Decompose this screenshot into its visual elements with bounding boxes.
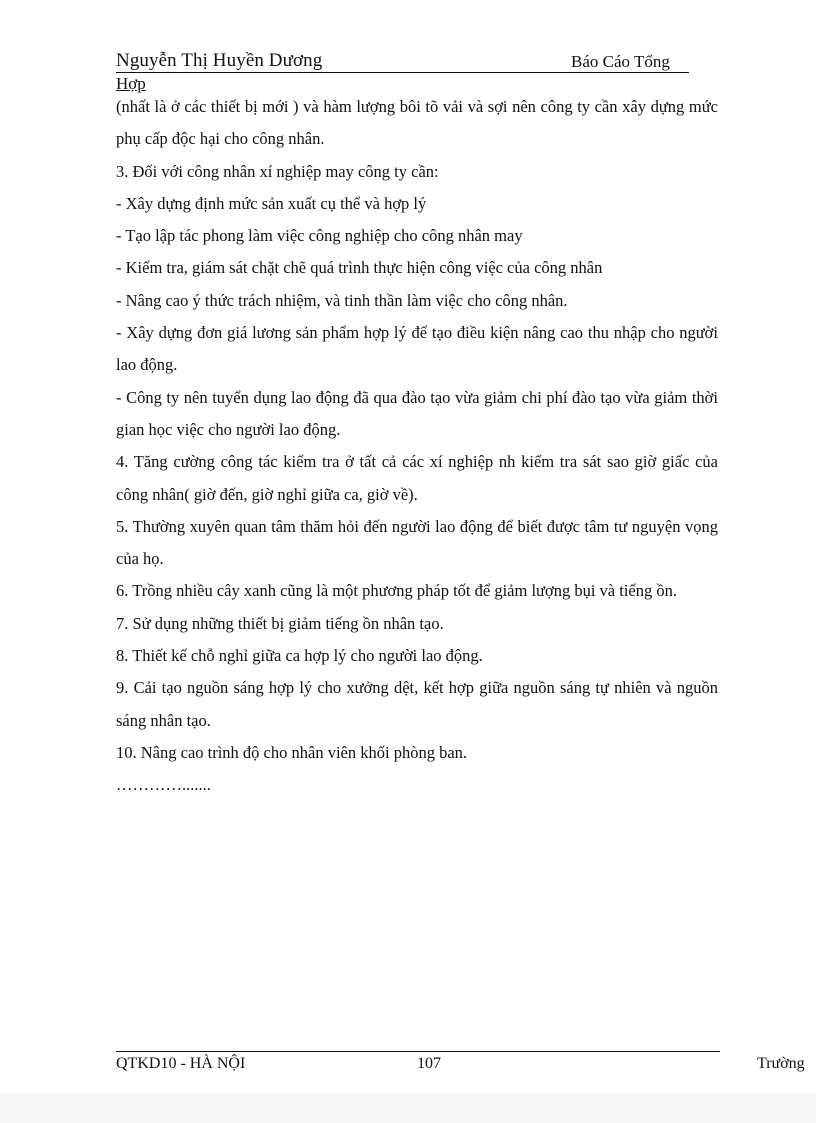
header-rule	[116, 72, 689, 73]
document-body	[116, 91, 718, 802]
list-item: - Xây dựng đơn giá lương sản phẩm hợp lý để tạo điều kiện nâng cao thu nhập cho người lao động.	[116, 323, 718, 375]
header-title: Báo Cáo Tổng	[571, 52, 670, 71]
list-item: - Công ty nên tuyển dụng lao động đã qua đào tạo vừa giảm chi phí đào tạo vừa giảm thời gian học việc cho người lao động.	[116, 387, 718, 439]
list-item: - Xây dựng định mức sản xuất cụ thể và hợp lý	[116, 193, 427, 213]
paragraph: 3. Đối với công nhân xí nghiệp may công ty cần:	[116, 161, 439, 181]
paragraph: 8. Thiết kế chỗ nghỉ giữa ca hợp lý cho người lao động.	[116, 646, 483, 666]
paragraph: 9. Cải tạo nguồn sáng hợp lý cho xưởng dệt, kết hợp giữa nguồn sáng tự nhiên và nguồn sáng nhân tạo.	[116, 678, 718, 730]
paragraph: (nhất là ở các thiết bị mới ) và hàm lượng bôi tõ vải và sợi nên công ty cần xây dựng mức phụ cấp độc hại cho công nhân.	[116, 97, 718, 149]
paragraph: 5. Thường xuyên quan tâm thăm hỏi đến người lao động để biết được tâm tư nguyện vọng của họ.	[116, 516, 718, 569]
list-item: - Kiểm tra, giám sát chặt chẽ quá trình thực hiện công việc của công nhân	[116, 258, 603, 278]
paragraph: 7. Sử dụng những thiết bị giảm tiếng ồn nhân tạo.	[116, 613, 444, 633]
footer-right-text: Trường	[757, 1055, 805, 1072]
page-bottom-margin	[0, 1093, 816, 1123]
header-title-continuation: Hợp	[116, 74, 146, 93]
ellipsis-line: ………….......	[116, 775, 211, 795]
footer-left-text: QTKD10 - HÀ NỘI	[116, 1055, 246, 1072]
header-author: Nguyễn Thị Huyền Dương	[116, 50, 323, 71]
page-number: 107	[417, 1055, 441, 1072]
paragraph: 6. Trồng nhiều cây xanh cũng là một phương pháp tốt để giảm lượng bụi và tiếng ồn.	[116, 581, 677, 601]
list-item: - Tạo lập tác phong làm việc công nghiệp cho công nhân may	[116, 226, 523, 246]
footer-rule	[116, 1051, 720, 1052]
paragraph: 4. Tăng cường công tác kiểm tra ở tất cả các xí nghiệp nh kiểm tra sát sao giờ giấc của công nhân( giờ đến, giờ nghỉ giữa ca, giờ về).	[116, 452, 718, 504]
list-item: - Nâng cao ý thức trách nhiệm, và tinh thần làm việc cho công nhân.	[116, 290, 568, 310]
paragraph: 10. Nâng cao trình độ cho nhân viên khối phòng ban.	[116, 742, 468, 762]
